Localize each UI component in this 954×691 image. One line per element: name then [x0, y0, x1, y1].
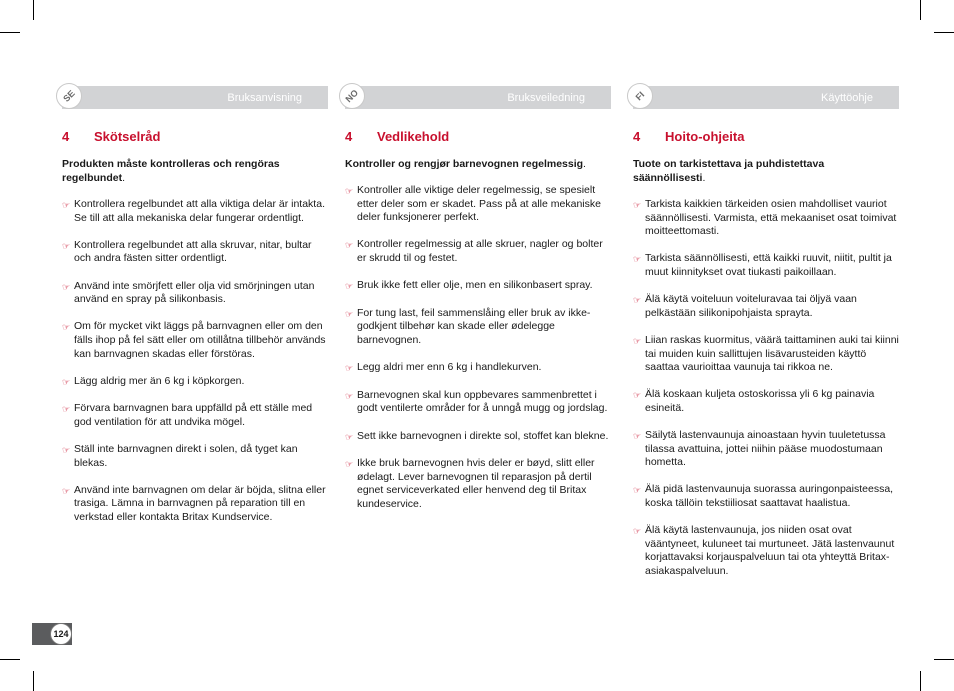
intro-bold: Kontroller og rengjør barnevognen regelmessig — [345, 158, 584, 170]
hand-pointer-icon: ☞ — [62, 445, 71, 456]
instruction-list — [345, 184, 611, 511]
language-badge — [627, 83, 653, 109]
list-item — [345, 430, 611, 444]
list-item — [633, 252, 899, 279]
item-text: Älä käytä voiteluun voiteluravaa tai öljyä vaan pelkästään silikonipohjaista sprayta. — [645, 293, 857, 319]
hand-pointer-icon: ☞ — [62, 281, 71, 292]
list-item — [345, 184, 611, 225]
crop-mark — [920, 0, 921, 20]
item-text: Älä pidä lastenvaunuja suorassa auringonpaisteessa, koska tällöin tekstiiliosat saattavat haalistua. — [645, 483, 894, 510]
intro-bold: Tuote on tarkistettava ja puhdistettava säännöllisesti — [633, 158, 825, 184]
header-title: Bruksveiledning — [507, 92, 585, 104]
list-item — [345, 279, 611, 293]
header-bar — [62, 86, 328, 109]
language-badge — [56, 83, 82, 109]
item-text: Sett ikke barnevognen i direkte sol, stoffet kan blekne. — [357, 429, 609, 442]
hand-pointer-icon: ☞ — [345, 240, 354, 251]
column-no — [345, 86, 611, 525]
hand-pointer-icon: ☞ — [345, 308, 354, 319]
list-item — [345, 238, 611, 265]
item-text: Använd inte barnvagnen om delar är böjda, slitna eller trasiga. Lämna in barnvagnen på reparation till en verkstad eller kontakta Britax Kundservice. — [74, 483, 326, 524]
hand-pointer-icon: ☞ — [633, 254, 642, 265]
crop-mark — [934, 32, 954, 33]
hand-pointer-icon: ☞ — [345, 459, 354, 470]
list-item — [345, 457, 611, 511]
section-title: Hoito-ohjeita — [665, 129, 745, 144]
section-heading — [345, 129, 611, 144]
intro-tail: . — [702, 172, 706, 184]
item-text: Förvara barnvagnen bara uppfälld på ett ställe med god ventilation för att undvika mögel. — [74, 402, 313, 428]
hand-pointer-icon: ☞ — [633, 485, 642, 496]
item-text: Om för mycket vikt läggs på barnvagnen eller om den fälls ihop på fel sätt eller om otillåtna tillbehör används kan barnvagnen skadas eller förstöras. — [74, 320, 326, 360]
hand-pointer-icon: ☞ — [345, 363, 354, 374]
hand-pointer-icon: ☞ — [633, 335, 642, 346]
crop-mark — [0, 32, 20, 33]
item-text: Bruk ikke fett eller olje, men en silikonbasert spray. — [357, 279, 593, 292]
hand-pointer-icon: ☞ — [633, 431, 642, 442]
item-text: Tarkista säännöllisesti, että kaikki ruuvit, niitit, pultit ja muut kiinnitykset ovat tiukasti paikoillaan. — [645, 252, 892, 278]
column-fi — [633, 86, 899, 592]
list-item — [62, 239, 328, 266]
list-item — [345, 389, 611, 416]
item-text: For tung last, feil sammenslåing eller bruk av ikke-godkjent tilbehør kan skade eller ødelegge barnevognen. — [357, 306, 591, 346]
header-title: Käyttöohje — [821, 92, 873, 104]
list-item — [62, 320, 328, 361]
section-number: 4 — [345, 129, 353, 144]
item-text: Kontroller alle viktige deler regelmessig, se spesielt etter deler som er skadet. Pass på at alle mekaniske deler funksjonerer perfekt. — [357, 184, 601, 224]
crop-mark — [33, 671, 34, 691]
hand-pointer-icon: ☞ — [633, 390, 642, 401]
list-item — [633, 293, 899, 320]
hand-pointer-icon: ☞ — [62, 376, 71, 387]
list-item — [62, 484, 328, 525]
list-item — [633, 524, 899, 578]
item-text: Barnevognen skal kun oppbevares sammenbrettet i godt ventilerte områder for å unngå mugg og jordslag. — [357, 388, 608, 415]
hand-pointer-icon: ☞ — [633, 200, 642, 210]
item-text: Älä käytä lastenvaunuja, jos niiden osat ovat vääntyneet, kuluneet tai murtuneet. Jätä lastenvaunut korjattavaksi korjauspalveluun tai ota yhteyttä Britax-asiakaspalveluun. — [645, 524, 895, 578]
list-item — [62, 402, 328, 429]
section-heading — [633, 129, 899, 144]
item-text: Säilytä lastenvaunuja ainoastaan hyvin tuuletetussa tilassa avattuina, jottei niihin pääse muodostumaan hometta. — [645, 429, 886, 469]
header-bar — [345, 86, 611, 109]
page-number: 124 — [50, 623, 72, 645]
item-text: Älä koskaan kuljeta ostoskorissa yli 6 kg painavia esineitä. — [645, 388, 875, 414]
crop-mark — [920, 671, 921, 691]
item-text: Tarkista kaikkien tärkeiden osien mahdolliset vauriot säännöllisesti. Varmista, että mekaaniset osat toimivat moitteettomasti. — [645, 198, 897, 238]
list-item — [633, 429, 899, 470]
list-item — [62, 198, 328, 225]
hand-pointer-icon: ☞ — [62, 404, 71, 415]
list-item — [62, 375, 328, 389]
hand-pointer-icon: ☞ — [345, 281, 354, 292]
intro-text — [62, 157, 328, 185]
item-text: Legg aldri mer enn 6 kg i handlekurven. — [357, 361, 542, 374]
language-code: SE — [61, 88, 77, 104]
hand-pointer-icon: ☞ — [633, 295, 642, 306]
instruction-list — [633, 198, 899, 579]
item-text: Liian raskas kuormitus, väärä taittaminen auki tai kiinni tai muiden kuin sallittujen lisävarusteiden käyttö saattaa vaurioittaa vaunuja tai rikkoa ne. — [645, 333, 899, 374]
list-item — [345, 361, 611, 375]
section-number: 4 — [633, 129, 641, 144]
intro-tail: . — [583, 158, 586, 170]
language-badge — [339, 83, 365, 109]
section-title: Vedlikehold — [377, 129, 450, 144]
list-item — [62, 443, 328, 470]
intro-text — [345, 157, 611, 171]
column-se — [62, 86, 328, 538]
list-item — [345, 307, 611, 348]
item-text: Ställ inte barnvagnen direkt i solen, då tyget kan blekas. — [74, 443, 298, 469]
instruction-list — [62, 198, 328, 525]
intro-bold: Produkten måste kontrolleras och rengöras regelbundet — [62, 158, 280, 184]
list-item — [633, 198, 899, 239]
intro-tail: . — [122, 172, 126, 184]
item-text: Använd inte smörjfett eller olja vid smörjningen utan använd en spray på silikonbasis. — [74, 279, 315, 306]
section-number: 4 — [62, 129, 70, 144]
hand-pointer-icon: ☞ — [633, 526, 642, 537]
item-text: Kontrollera regelbundet att alla viktiga delar är intakta. Se till att alla mekaniska delar fungerar ordentligt. — [74, 198, 325, 224]
section-title: Skötselråd — [94, 129, 161, 144]
language-code: NO — [343, 87, 361, 105]
hand-pointer-icon: ☞ — [345, 186, 354, 196]
crop-mark — [0, 659, 20, 660]
hand-pointer-icon: ☞ — [62, 200, 71, 210]
crop-mark — [33, 0, 34, 20]
item-text: Lägg aldrig mer än 6 kg i köpkorgen. — [74, 374, 245, 387]
header-bar — [633, 86, 899, 109]
intro-text — [633, 157, 899, 185]
list-item — [62, 280, 328, 307]
hand-pointer-icon: ☞ — [345, 390, 354, 401]
section-heading — [62, 129, 328, 144]
list-item — [633, 388, 899, 415]
header-title: Bruksanvisning — [227, 92, 302, 104]
hand-pointer-icon: ☞ — [62, 485, 71, 496]
list-item — [633, 334, 899, 375]
hand-pointer-icon: ☞ — [345, 431, 354, 442]
item-text: Kontroller regelmessig at alle skruer, nagler og bolter er skrudd til og festet. — [357, 238, 603, 264]
item-text: Ikke bruk barnevognen hvis deler er bøyd, slitt eller ødelagt. Lever barnevognen til reparasjon på dertil egnet serviceverkated eller henvend deg til Britax kundeservice. — [357, 457, 595, 510]
language-code: FI — [633, 89, 647, 103]
hand-pointer-icon: ☞ — [62, 240, 71, 251]
item-text: Kontrollera regelbundet att alla skruvar, nitar, bultar och andra fästen sitter ordentligt. — [74, 238, 312, 265]
crop-mark — [934, 659, 954, 660]
hand-pointer-icon: ☞ — [62, 322, 71, 333]
list-item — [633, 483, 899, 510]
